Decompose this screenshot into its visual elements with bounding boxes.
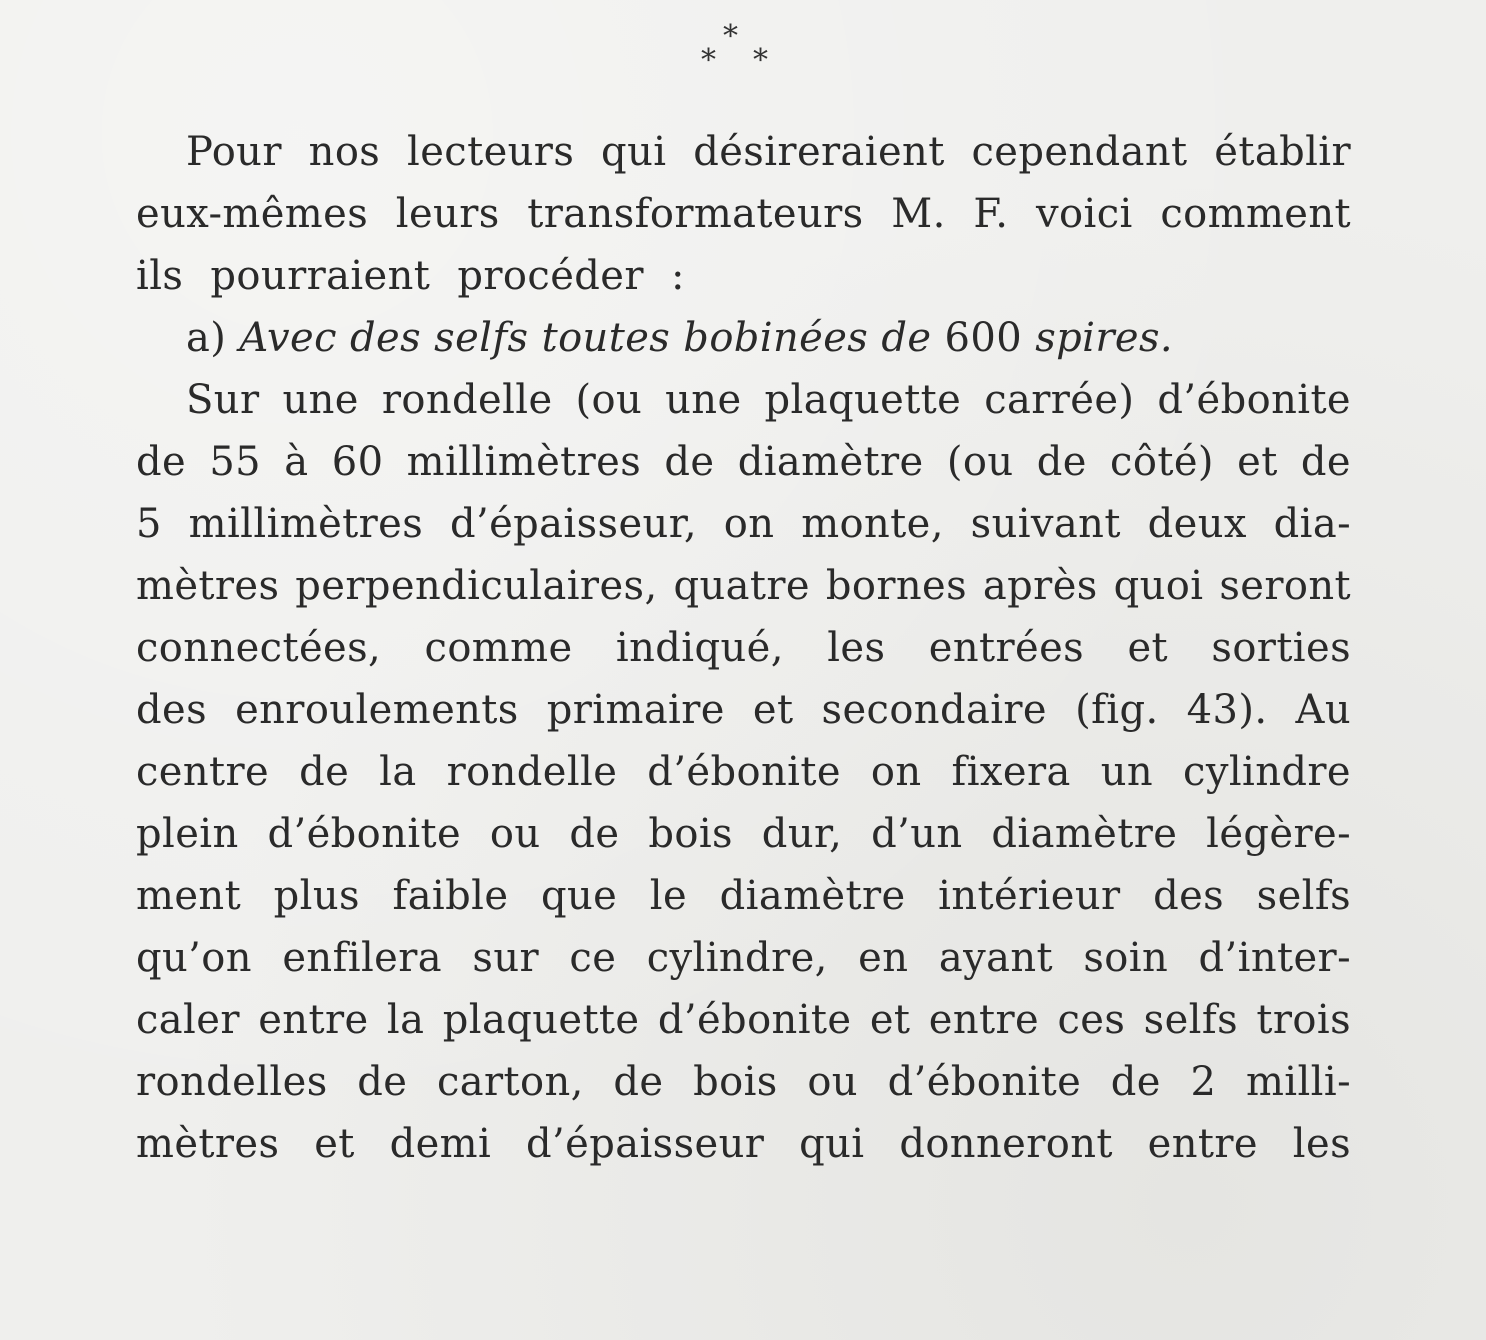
text-line-12: plein d’ébonite ou de bois dur, d’un diamètre légère- (136, 811, 1351, 857)
heading-number: 600 (944, 315, 1023, 361)
heading-text-before: Avec des selfs toutes bobinées de (239, 315, 932, 361)
text-line-16: rondelles de carton, de bois ou d’ébonite de 2 milli- (136, 1059, 1351, 1105)
asterism-star-top: * (723, 19, 738, 54)
text-line-1: Pour nos lecteurs qui désireraient cependant établir (186, 129, 1351, 175)
text-line-9: connectées, comme indiqué, les entrées et sorties (136, 625, 1351, 671)
text-line-7: 5 millimètres d’épaisseur, on monte, suivant deux dia- (136, 501, 1351, 547)
text-line-11: centre de la rondelle d’ébonite on fixera un cylindre (136, 749, 1351, 795)
asterism-star-right: * (753, 43, 768, 78)
asterism-ornament (695, 14, 785, 78)
text-line-14: qu’on enfilera sur ce cylindre, en ayant soin d’inter- (136, 935, 1351, 981)
heading-marker: a) (186, 315, 227, 361)
text-line-13: ment plus faible que le diamètre intérieur des selfs (136, 873, 1351, 919)
text-line-2: eux-mêmes leurs transformateurs M. F. voici comment (136, 191, 1351, 237)
text-line-3: ils pourraient procéder : (136, 253, 685, 299)
section-heading (186, 308, 1351, 368)
text-line-10: des enroulements primaire et secondaire (fig. 43). Au (136, 687, 1351, 733)
text-line-8: mètres perpendiculaires, quatre bornes après quoi seront (136, 563, 1351, 609)
asterism-star-left: * (701, 43, 716, 78)
text-line-15: caler entre la plaquette d’ébonite et entre ces selfs trois (136, 997, 1351, 1043)
text-line-5: Sur une rondelle (ou une plaquette carrée) d’ébonite (186, 377, 1351, 423)
text-line-6: de 55 à 60 millimètres de diamètre (ou de côté) et de (136, 439, 1351, 485)
text-line-17: mètres et demi d’épaisseur qui donneront entre les (136, 1121, 1351, 1167)
heading-text-after: spires. (1035, 315, 1173, 361)
